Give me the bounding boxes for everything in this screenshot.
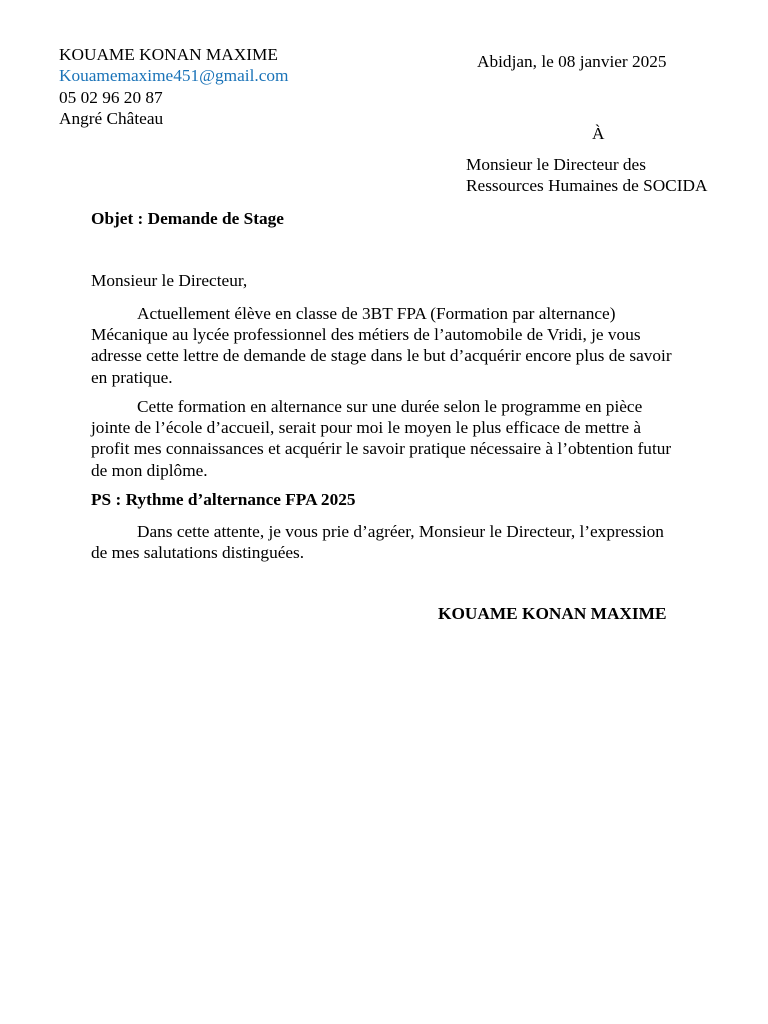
sender-name: KOUAME KONAN MAXIME xyxy=(59,45,278,64)
signature: KOUAME KONAN MAXIME xyxy=(438,604,667,623)
paragraph-text: Cette formation en alternance sur une durée selon le programme en pièce jointe de l’école d’accueil, serait pour moi le moyen le plus efficace de mettre à profit mes connaissances et acquérir le savoir pratique nécessaire à l’obtention futur de mon diplôme. xyxy=(91,397,672,480)
paragraph-text: Actuellement élève en classe de 3BT FPA (Formation par alternance) Mécanique au lycée professionnel des métiers de l’automobile de Vridi, je vous adresse cette lettre de demande de stage dans le but d’acquérir encore plus de savoir en pratique. xyxy=(91,304,672,387)
sender-phone: 05 02 96 20 87 xyxy=(59,88,163,107)
place-date: Abidjan, le 08 janvier 2025 xyxy=(477,52,667,71)
subject-line: Objet : Demande de Stage xyxy=(91,209,284,228)
closing-paragraph xyxy=(91,521,681,563)
body-paragraph-1 xyxy=(91,303,681,388)
sender-email[interactable]: Kouamemaxime451@gmail.com xyxy=(59,66,289,85)
recipient-line-2: Ressources Humaines de SOCIDA xyxy=(466,176,708,195)
salutation: Monsieur le Directeur, xyxy=(91,271,248,290)
body-paragraph-2 xyxy=(91,396,681,481)
recipient-line-1: Monsieur le Directeur des xyxy=(466,155,646,174)
ps-note: PS : Rythme d’alternance FPA 2025 xyxy=(91,490,356,509)
sender-address: Angré Château xyxy=(59,109,164,128)
recipient-to: À xyxy=(592,124,605,143)
closing-text: Dans cette attente, je vous prie d’agréer, Monsieur le Directeur, l’expression de mes salutations distinguées. xyxy=(91,522,664,563)
